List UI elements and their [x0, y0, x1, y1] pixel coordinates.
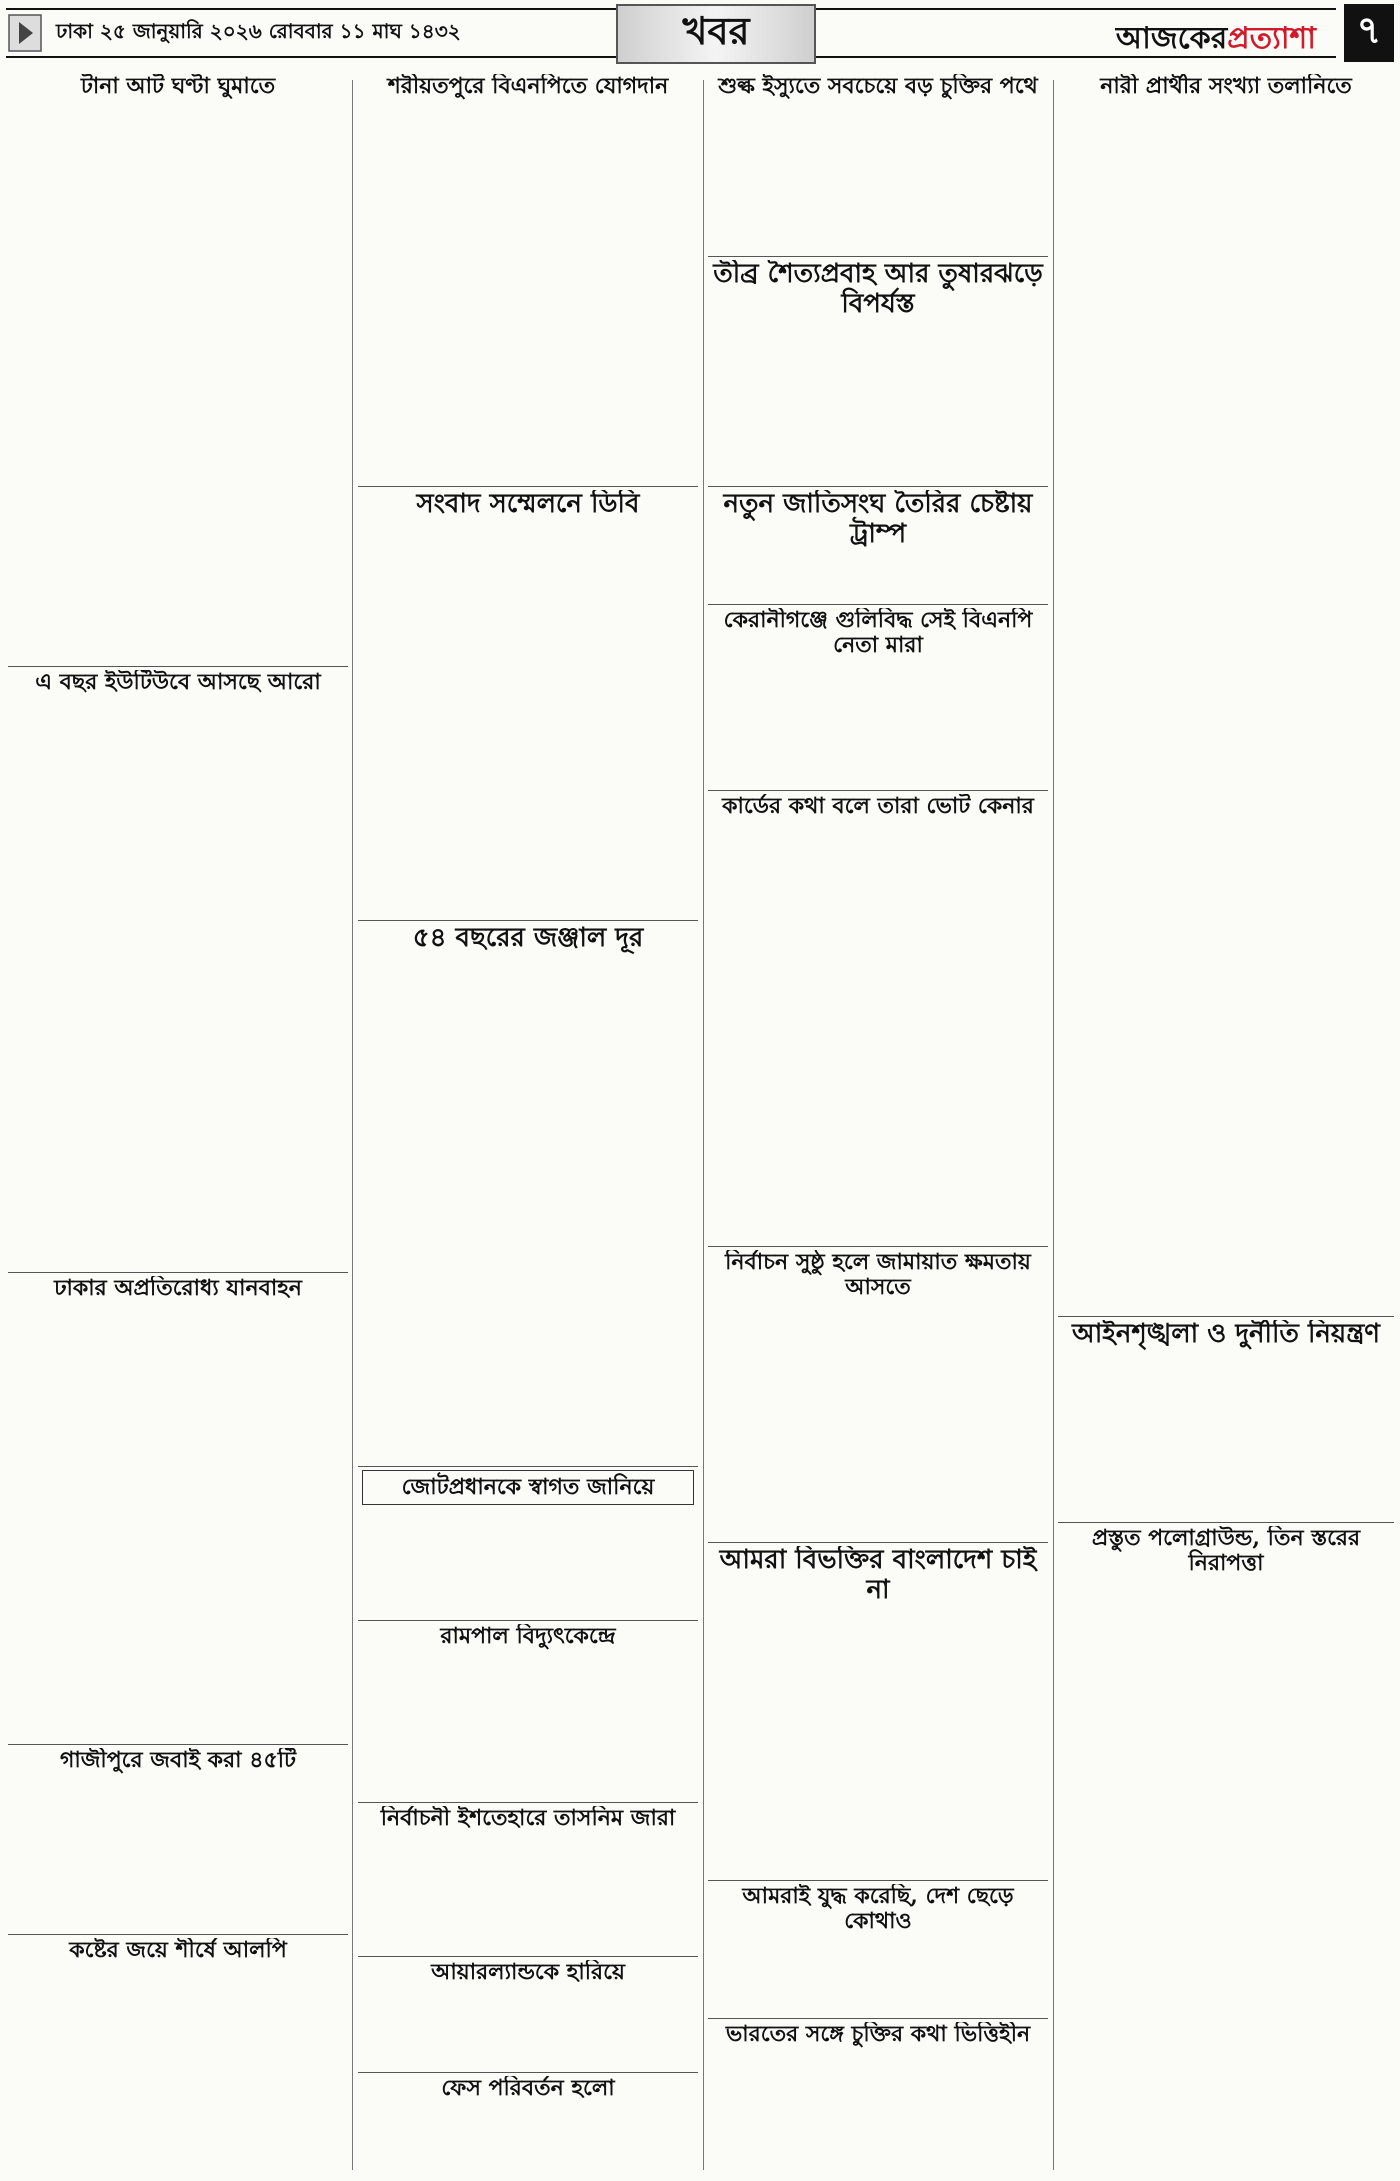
- story-rule: [708, 1246, 1048, 1247]
- headline: আমরা বিভক্তির বাংলাদেশ চাই না: [719, 1546, 1037, 1605]
- story-face-change: [358, 2076, 698, 2172]
- headline: জোটপ্রধানকে স্বাগত জানিয়ে: [362, 1470, 694, 1505]
- story-rule: [708, 486, 1048, 487]
- story-india-deal: [708, 2022, 1048, 2172]
- headline: সংবাদ সম্মেলনে ডিবি: [416, 490, 640, 519]
- column-3: [708, 74, 1048, 2174]
- headline: ভারতের সঙ্গে চুক্তির কথা ভিত্তিহীন: [725, 2022, 1031, 2047]
- headline: শুল্ক ইস্যুতে সবচেয়ে বড় চুক্তির পথে: [718, 74, 1038, 99]
- headline: টানা আট ঘণ্টা ঘুমাতে: [80, 74, 276, 99]
- column-2: [358, 74, 698, 2174]
- story-rule: [708, 256, 1048, 257]
- story-rule: [708, 1542, 1048, 1543]
- story-divided-bd: [708, 1546, 1048, 1878]
- column-divider: [352, 80, 353, 2170]
- story-rule: [708, 2018, 1048, 2019]
- story-rule: [708, 604, 1048, 605]
- headline: এ বছর ইউটিউবে আসছে আরো: [35, 670, 321, 695]
- story-rule: [1058, 1316, 1394, 1317]
- story-tasnim: [358, 1806, 698, 1954]
- headline: নির্বাচনী ইশতেহারে তাসনিম জারা: [380, 1806, 676, 1831]
- story-we-fought: [708, 1884, 1048, 2016]
- headline: গাজীপুরে জবাই করা ৪৫টি: [59, 1748, 297, 1773]
- story-tariff: [708, 74, 1048, 254]
- page-number: ৭: [1344, 4, 1394, 62]
- column-4: [1058, 74, 1394, 2174]
- story-rule: [8, 1934, 348, 1935]
- headline: আইনশৃঙ্খলা ও দুর্নীতি নিয়ন্ত্রণ: [1071, 1320, 1381, 1349]
- section-title: খবর: [616, 4, 816, 64]
- story-rule: [8, 1744, 348, 1745]
- story-rule: [708, 1880, 1048, 1881]
- story-54-years: [358, 924, 698, 1464]
- column-divider: [1053, 80, 1054, 2170]
- logo-highlight: প্রত্যাশা: [1227, 21, 1316, 56]
- story-rule: [8, 1272, 348, 1273]
- story-rule: [358, 920, 698, 921]
- story-keraniganj: [708, 608, 1048, 788]
- story-trump-un: [708, 490, 1048, 602]
- story-rampal: [358, 1624, 698, 1800]
- story-rule: [358, 1956, 698, 1957]
- headline: ঢাকার অপ্রতিরোধ্য যানবাহন: [54, 1276, 302, 1301]
- story-vote-buy: [708, 794, 1048, 1244]
- column-1: [8, 74, 348, 2174]
- headline: নতুন জাতিসংঘ তৈরির চেষ্টায় ট্রাম্প: [723, 490, 1033, 549]
- headline: কার্ডের কথা বলে তারা ভোট কেনার: [722, 794, 1034, 819]
- story-alpi: [8, 1938, 348, 2168]
- story-rule: [1058, 1522, 1394, 1523]
- story-traffic: [8, 1276, 348, 1742]
- newspaper-logo: [1116, 14, 1316, 65]
- headline: ৫৪ বছরের জঞ্জাল দূর: [412, 924, 644, 953]
- story-sleep: [8, 74, 348, 664]
- story-jamaat: [708, 1250, 1048, 1540]
- story-ireland: [358, 1960, 698, 2070]
- story-rule: [358, 1802, 698, 1803]
- dateline: ঢাকা ২৫ জানুয়ারি ২০২৬ রোববার ১১ মাঘ ১৪৩২: [6, 8, 616, 58]
- headline: কষ্টের জয়ে শীর্ষে আলপি: [69, 1938, 287, 1963]
- headline: আয়ারল্যান্ডকে হারিয়ে: [431, 1960, 625, 1985]
- story-rule: [358, 486, 698, 487]
- headline: রামপাল বিদ্যুৎকেন্দ্রে: [440, 1624, 616, 1649]
- story-rule: [358, 2072, 698, 2073]
- story-rule: [708, 790, 1048, 791]
- story-polo-ground: [1058, 1526, 1394, 2172]
- story-law-order: [1058, 1320, 1394, 1520]
- logo-pre: আজকের: [1115, 21, 1228, 56]
- headline: নির্বাচন সুষ্ঠু হলে জামায়াত ক্ষমতায় আসতে: [725, 1250, 1031, 1301]
- story-gazipur: [8, 1748, 348, 1932]
- masthead: [0, 0, 1400, 72]
- story-rule: [358, 1466, 698, 1467]
- column-divider: [703, 80, 704, 2170]
- story-alliance-chief: [358, 1470, 698, 1618]
- story-rule: [8, 666, 348, 667]
- headline: কেরানীগঞ্জে গুলিবিদ্ধ সেই বিএনপি নেতা মারা: [723, 608, 1033, 659]
- headline: তীব্র শৈত্যপ্রবাহ আর তুষারঝড়ে বিপর্যস্ত: [713, 260, 1043, 319]
- headline: ফেস পরিবর্তন হলো: [441, 2076, 615, 2101]
- headline: আমরাই যুদ্ধ করেছি, দেশ ছেড়ে কোথাও: [742, 1884, 1014, 1935]
- story-shariatpur: [358, 74, 698, 484]
- story-rule: [358, 1620, 698, 1621]
- story-women-candidates: [1058, 74, 1394, 1314]
- story-youtube: [8, 670, 348, 1270]
- brand-bar: [816, 8, 1336, 58]
- story-cold-wave: [708, 260, 1048, 484]
- headline: নারী প্রার্থীর সংখ্যা তলানিতে: [1100, 74, 1352, 99]
- story-db-press: [358, 490, 698, 918]
- headline: শরীয়তপুরে বিএনপিতে যোগদান: [387, 74, 669, 99]
- headline: প্রস্তুত পলোগ্রাউন্ড, তিন স্তরের নিরাপত্তা: [1091, 1526, 1361, 1577]
